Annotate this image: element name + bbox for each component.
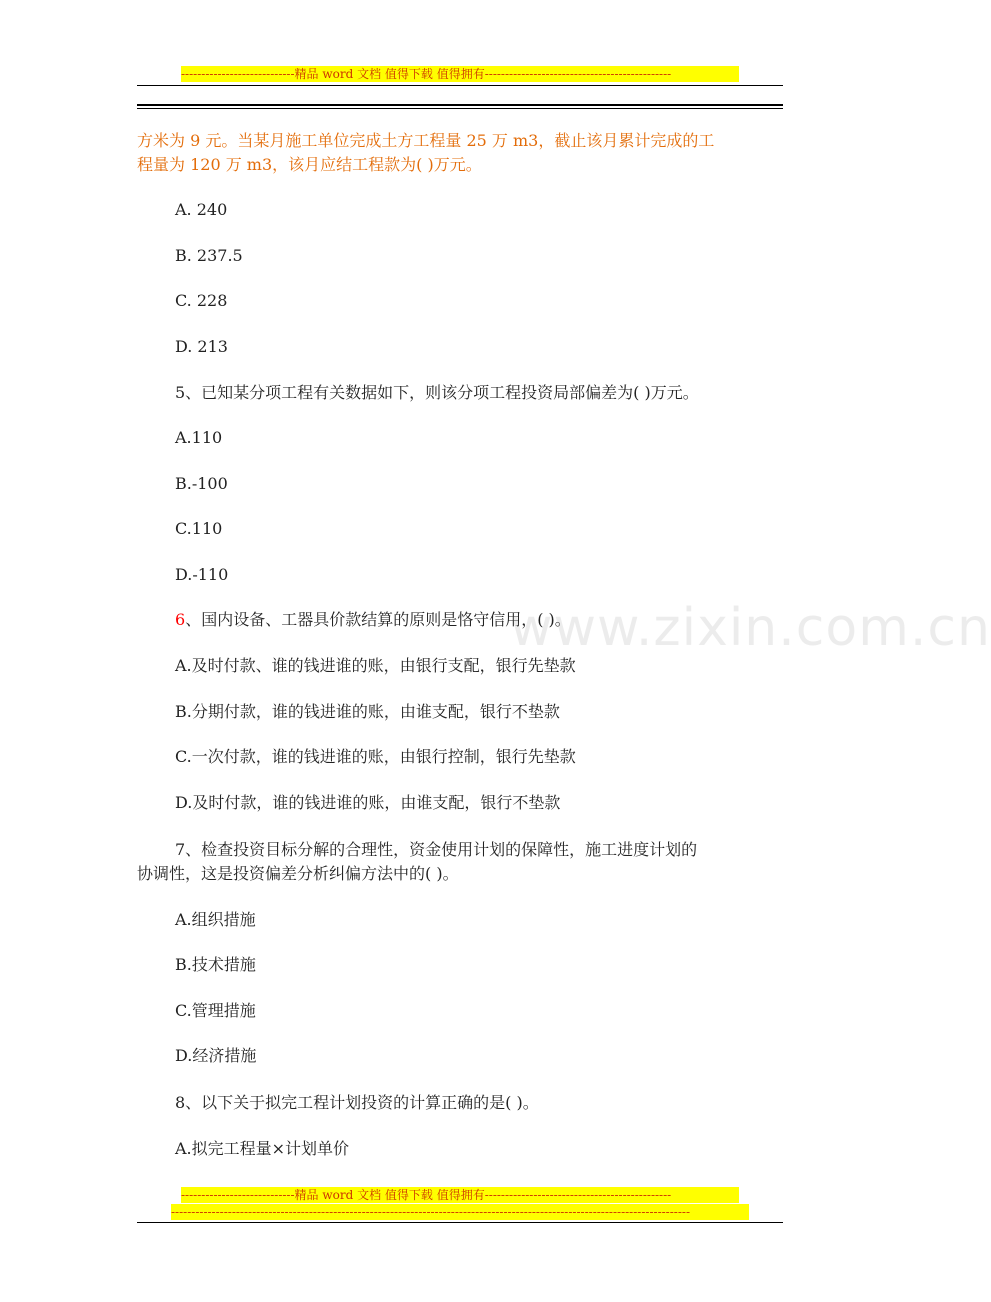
q6-option-c: C.一次付款，谁的钱进谁的账，由银行控制，银行先垫款 [175,747,576,766]
q5-option-c: C.110 [175,519,223,538]
question-7-line-1: 7、检查投资目标分解的合理性，资金使用计划的保障性，施工进度计划的 [175,840,698,859]
watermark: www.zixin.com.cn [510,598,991,658]
q6-option-d: D.及时付款，谁的钱进谁的账，由谁支配，银行不垫款 [175,793,561,812]
q8-option-a: A.拟完工程量×计划单价 [175,1139,350,1158]
q4-option-d: D. 213 [175,337,228,356]
q4-option-b: B. 237.5 [175,246,243,265]
q5-option-d: D.-110 [175,565,229,584]
q6-option-a: A.及时付款、谁的钱进谁的账，由银行支配，银行先垫款 [175,656,576,675]
header-rule-thin [137,85,783,86]
footer-dashes: -------------------------------------------------------------------------------------------------------------------------------- [171,1204,749,1220]
header-banner: ----------------------------精品 word 文档 值得下载 值得拥有---------------------------------------------- [181,66,739,82]
q7-option-c: C.管理措施 [175,1001,256,1020]
question-6-text: 、国内设备、工器具价款结算的原则是恪守信用，( )。 [185,610,571,629]
question-8: 8、以下关于拟完工程计划投资的计算正确的是( )。 [175,1093,539,1112]
q5-option-b: B.-100 [175,474,228,493]
question-7-line-2: 协调性，这是投资偏差分析纠偏方法中的( )。 [137,864,459,883]
q6-option-b: B.分期付款，谁的钱进谁的账，由谁支配，银行不垫款 [175,702,560,721]
q7-option-d: D.经济措施 [175,1046,257,1065]
question-5: 5、已知某分项工程有关数据如下，则该分项工程投资局部偏差为( )万元。 [175,383,699,402]
header-rule-double-2 [137,108,783,109]
q7-option-a: A.组织措施 [175,910,256,929]
q7-option-b: B.技术措施 [175,955,256,974]
q4-option-a: A. 240 [175,200,228,219]
intro-line-2: 程量为 120 万 m3，该月应结工程款为( )万元。 [137,155,482,174]
footer-rule [137,1222,783,1223]
q4-option-c: C. 228 [175,291,228,310]
header-rule-double-1 [137,104,783,106]
intro-line-1: 方米为 9 元。当某月施工单位完成土方工程量 25 万 m3，截止该月累计完成的工 [137,131,715,150]
question-6-number: 6 [175,610,186,629]
footer-banner: ----------------------------精品 word 文档 值得下载 值得拥有---------------------------------------------- [181,1187,739,1203]
q5-option-a: A.110 [175,428,223,447]
